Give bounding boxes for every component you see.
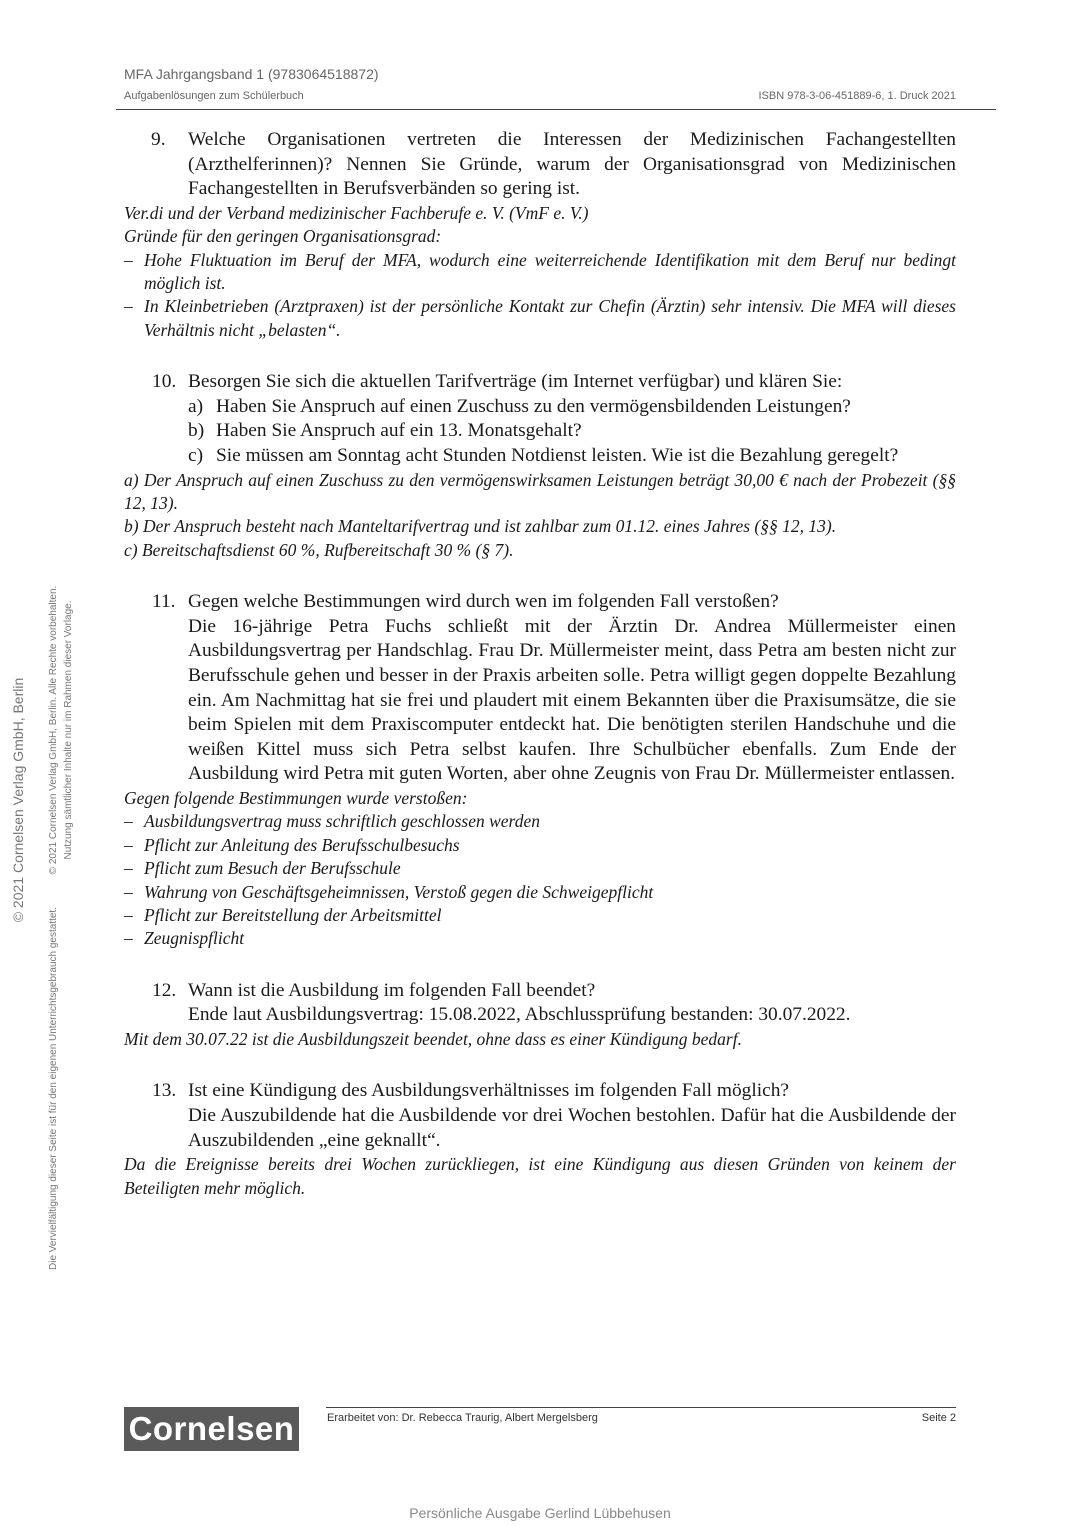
answer-10-c: c) Bereitschaftsdienst 60 %, Rufbereitschaft 30 % (§ 7). [124, 539, 514, 560]
question-number: 12. [152, 979, 177, 1001]
side-reproduction: Die Vervielfältigung dieser Seite ist für den eigenen Unterrichtsgebrauch gestattet. [48, 907, 59, 1270]
answer-9-item: – Hohe Fluktuation im Beruf der MFA, wodurch eine weiterreichende Identifikation mit dem Beruf nur bedingt möglich ist. [124, 249, 956, 293]
side-rights-line1: © 2021 Cornelsen Verlag GmbH, Berlin. Alle Rechte vorbehalten. [48, 585, 59, 875]
question-text: Welche Organisationen vertreten die Interessen der Medizinischen Fachangestellten (Arzthelferinnen)? Nennen Sie Gründe, warum der Organisationsgrad von Medizinischen Fachangestellten in Berufsverbänden so gering ist. [188, 129, 956, 200]
personal-edition-watermark: Persönliche Ausgabe Gerlind Lübbehusen [409, 1505, 671, 1521]
answer-10-a: a) Der Anspruch auf einen Zuschuss zu den vermögenswirksamen Leistungen beträgt 30,00 € nach der Probezeit (§§ 12, 13). [124, 469, 956, 513]
side-rights-line2: Nutzung sämtlicher Inhalte nur im Rahmen dieser Vorlage. [63, 600, 74, 860]
question-case: Ende laut Ausbildungsvertrag: 15.08.2022, Abschlussprüfung bestanden: 30.07.2022. [188, 1004, 851, 1026]
answer-11-item: – Wahrung von Geschäftsgeheimnissen, Verstoß gegen die Schweigepflicht [124, 881, 654, 902]
question-13 [124, 1079, 956, 1153]
question-10-sub-b: b) Haben Sie Anspruch auf ein 13. Monatsgehalt? [188, 420, 582, 442]
answer-9-reasons-title: Gründe für den geringen Organisationsgrad: [124, 226, 442, 247]
side-rights [46, 560, 76, 900]
cornelsen-logo: Cornelsen [124, 1407, 299, 1451]
question-10-sub-c: c) Sie müssen am Sonntag acht Stunden Notdienst leisten. Wie ist die Bezahlung geregelt? [188, 445, 899, 466]
answer-11-item: – Zeugnispflicht [124, 928, 245, 949]
answer-9-item: – In Kleinbetrieben (Arztpraxen) ist der persönliche Kontakt zur Chefin (Ärztin) sehr intensiv. Die MFA will dieses Verhältnis nicht „belasten“. [124, 296, 956, 340]
footer-authors: Erarbeitet von: Dr. Rebecca Traurig, Albert Mergelsberg [327, 1412, 598, 1424]
question-10-sub-a: a) Haben Sie Anspruch auf einen Zuschuss zu den vermögensbildenden Leistungen? [188, 395, 851, 417]
question-text: Gegen welche Bestimmungen wird durch wen im folgenden Fall verstoßen? [188, 591, 779, 613]
answer-13: Da die Ereignisse bereits drei Wochen zurückliegen, ist eine Kündigung aus diesen Gründen von keinem der Beteiligten mehr möglich. [124, 1154, 956, 1198]
document-title: MFA Jahrgangsband 1 (9783064518872) [124, 66, 379, 82]
footer-divider [326, 1407, 956, 1408]
question-case: Die Auszubildende hat die Ausbildende vor drei Wochen bestohlen. Dafür hat die Ausbildende der Auszubildenden „eine geknallt“. [188, 1105, 956, 1151]
isbn-info: ISBN 978-3-06-451889-6, 1. Druck 2021 [758, 90, 956, 102]
question-number: 13. [152, 1080, 177, 1102]
question-number: 10. [152, 371, 177, 393]
answer-11-intro: Gegen folgende Bestimmungen wurde verstoßen: [124, 787, 468, 808]
question-text: Ist eine Kündigung des Ausbildungsverhältnisses im folgenden Fall möglich? [188, 1080, 790, 1102]
answer-9-intro: Ver.di und der Verband medizinischer Fachberufe e. V. (VmF e. V.) [124, 202, 589, 223]
answer-11-item: – Ausbildungsvertrag muss schriftlich geschlossen werden [124, 811, 540, 832]
question-case: Die 16-jährige Petra Fuchs schließt mit der Ärztin Dr. Andrea Müllermeister einen Ausbildungsvertrag per Handschlag. Frau Dr. Müllermeister meint, dass Petra am besten nicht zur Berufsschule gehen und besser in der Praxis arbeiten solle. Petra willigt gegen doppelte Bezahlung ein. Am Nachmittag hat sie frei und plaudert mit einem Bekannten über die Praxisumsätze, die sie beim Spielen mit dem Praxiscomputer entdeckt hat. Die benötigten sterilen Handschuhe und die weißen Kittel muss sich Petra selbst kaufen. Ihre Schulbücher ebenfalls. Zum Ende der Ausbildung wird Petra mit guten Worten, aber ohne Zeugnis von Frau Dr. Müllermeister entlassen. [188, 615, 956, 785]
page-number: Seite 2 [921, 1412, 956, 1424]
page-content [124, 128, 956, 1200]
side-copyright: © 2021 Cornelsen Verlag GmbH, Berlin [10, 677, 26, 923]
question-text: Besorgen Sie sich die aktuellen Tarifverträge (im Internet verfügbar) und klären Sie: [188, 371, 843, 393]
question-11 [124, 590, 956, 787]
question-number: 9. [151, 129, 166, 150]
answer-10-b: b) Der Anspruch besteht nach Manteltarifvertrag und ist zahlbar zum 01.12. eines Jahres (§§ 12, 13). [124, 516, 837, 537]
question-12 [124, 979, 956, 1028]
header-divider [116, 109, 996, 110]
document-subtitle: Aufgabenlösungen zum Schülerbuch [124, 90, 304, 102]
question-text: Wann ist die Ausbildung im folgenden Fall beendet? [188, 979, 596, 1001]
answer-11-item: – Pflicht zur Bereitstellung der Arbeitsmittel [124, 905, 442, 925]
answer-11-item: – Pflicht zur Anleitung des Berufsschulbesuchs [124, 834, 460, 855]
answer-12: Mit dem 30.07.22 ist die Ausbildungszeit beendet, ohne dass es einer Kündigung bedarf. [124, 1029, 742, 1049]
question-10 [124, 370, 956, 468]
answer-11-item: – Pflicht zum Besuch der Berufsschule [124, 858, 401, 879]
question-9 [124, 128, 956, 202]
question-number: 11. [152, 591, 176, 613]
